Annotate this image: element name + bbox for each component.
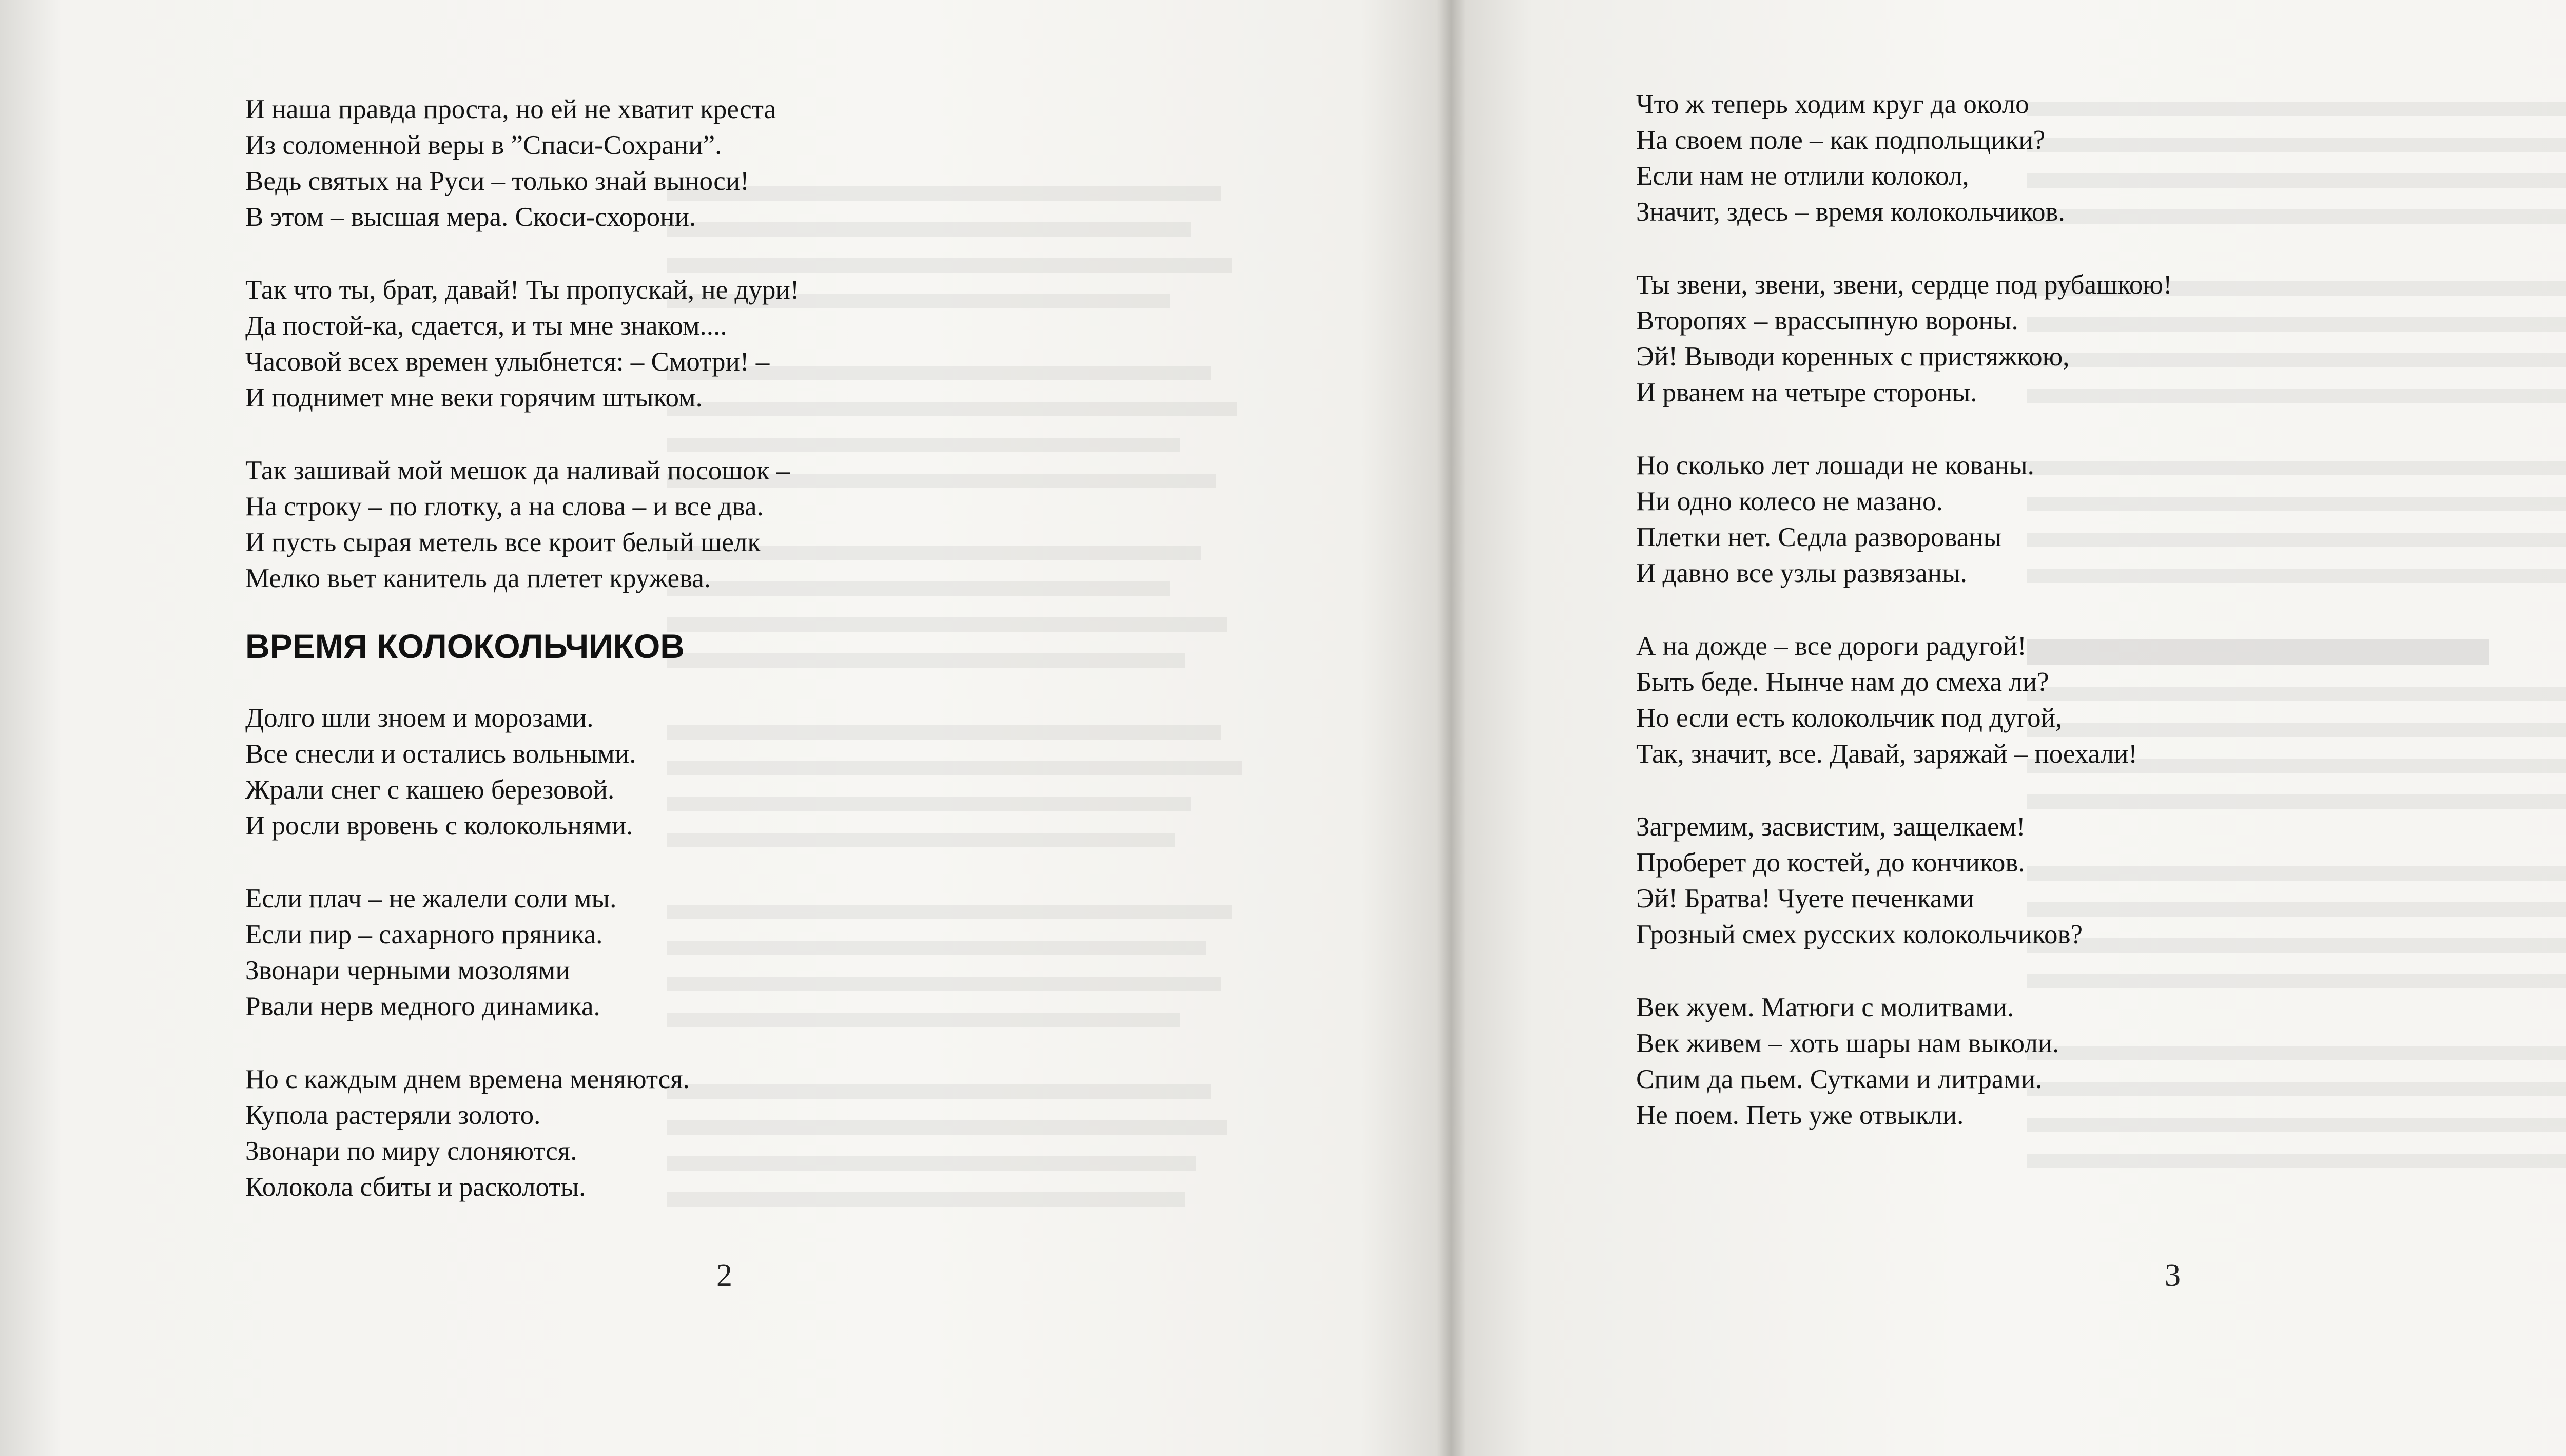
stanza [245, 881, 1066, 1024]
verse-line: Мелко вьет канитель да плетет кружева. [245, 564, 711, 593]
verse-line: Не поем. Петь уже отвыкли. [1636, 1100, 1964, 1130]
stanza [245, 1061, 1066, 1205]
verse-line: Если пир – сахарного пряника. [245, 920, 603, 949]
right-text-column [1636, 86, 2509, 1267]
stanza [1636, 448, 2509, 591]
stanza [245, 700, 1066, 844]
verse-line: Что ж теперь ходим круг да около [1636, 89, 2029, 119]
verse-line: Так зашивай мой мешок да наливай посошок – [245, 456, 790, 486]
book-gutter [1437, 0, 1466, 1456]
verse-line: И поднимет мне веки горячим штыком. [245, 383, 703, 413]
verse-line: Но если есть колокольчик под дугой, [1636, 703, 2063, 733]
verse-line: Плетки нет. Седла разворованы [1636, 522, 2002, 552]
right-page [1451, 0, 2566, 1456]
verse-line: И пусть сырая метель все кроит белый шелк [245, 528, 761, 557]
verse-line: Грозный смех русских колокольчиков? [1636, 920, 2083, 949]
left-stanzas-bottom [245, 700, 1066, 1205]
song-heading: ВРЕМЯ КОЛОКОЛЬЧИКОВ [245, 627, 685, 665]
verse-line: Быть беде. Нынче нам до смеха ли? [1636, 667, 2049, 697]
verse-line: Век живем – хоть шары нам выколи. [1636, 1028, 2059, 1058]
verse-line: Спим да пьем. Сутками и литрами. [1636, 1064, 2043, 1094]
verse-line: Долго шли зноем и морозами. [245, 703, 594, 733]
verse-line: Звонари черными мозолями [245, 956, 570, 985]
verse-line: Проберет до костей, до кончиков. [1636, 848, 2025, 878]
left-stanzas-top [245, 91, 1066, 596]
verse-line: Часовой всех времен улыбнется: – Смотри! – [245, 347, 770, 377]
stanza [245, 91, 1066, 235]
page-number-left: 2 [716, 1258, 732, 1293]
verse-line: Звонари по миру слоняются. [245, 1136, 577, 1166]
verse-line: Все снесли и остались вольными. [245, 739, 636, 769]
verse-line: Век жуем. Матюги с молитвами. [1636, 993, 2014, 1022]
verse-line: Так что ты, брат, давай! Ты пропускай, не дури! [245, 275, 800, 305]
verse-line: Если нам не отлили колокол, [1636, 161, 1969, 191]
verse-line: В этом – высшая мера. Скоси-схорони. [245, 202, 696, 232]
stanza [245, 272, 1066, 416]
verse-line: Значит, здесь – время колокольчиков. [1636, 197, 2065, 227]
verse-line: Если плач – не жалели соли мы. [245, 884, 617, 914]
verse-line: Рвали нерв медного динамика. [245, 992, 600, 1021]
stanza [1636, 267, 2509, 411]
verse-line: И давно все узлы развязаны. [1636, 558, 1967, 588]
verse-line: На своем поле – как подпольщики? [1636, 125, 2046, 155]
stanza [245, 453, 1066, 596]
verse-line: Но с каждым днем времена меняются. [245, 1064, 690, 1094]
verse-line: Колокола сбиты и расколоты. [245, 1172, 586, 1202]
verse-line: Так, значит, все. Давай, заряжай – поехали! [1636, 739, 2137, 769]
verse-line: И наша правда проста, но ей не хватит креста [245, 94, 776, 124]
page-number-right: 3 [2165, 1258, 2181, 1293]
verse-line: Ты звени, звени, звени, сердце под рубашкою! [1636, 270, 2172, 300]
verse-line: На строку – по глотку, а на слова – и все два. [245, 492, 764, 521]
stanza [1636, 809, 2509, 953]
verse-line: Из соломенной веры в ”Спаси-Сохрани”. [245, 130, 722, 160]
verse-line: Да постой-ка, сдается, и ты мне знаком.... [245, 311, 727, 341]
verse-line: Купола растеряли золото. [245, 1100, 541, 1130]
verse-line: Загремим, засвистим, защелкаем! [1636, 812, 2026, 842]
verse-line: А на дожде – все дороги радугой! [1636, 631, 2027, 661]
verse-line: Но сколько лет лошади не кованы. [1636, 451, 2034, 480]
left-text-column [245, 91, 1066, 1272]
verse-line: Жрали снег с кашею березовой. [245, 775, 615, 805]
verse-line: Второпях – врассыпную вороны. [1636, 306, 2018, 336]
verse-line: И росли вровень с колокольнями. [245, 811, 633, 841]
verse-line: Эй! Братва! Чуете печенками [1636, 884, 1974, 914]
stanza [1636, 989, 2509, 1133]
verse-line: Ведь святых на Руси – только знай выноси! [245, 166, 749, 196]
verse-line: И рванем на четыре стороны. [1636, 378, 1977, 407]
right-stanzas [1636, 86, 2509, 1133]
stanza [1636, 86, 2509, 230]
verse-line: Эй! Выводи коренных с пристяжкою, [1636, 342, 2070, 372]
verse-line: Ни одно колесо не мазано. [1636, 487, 1943, 516]
stanza [1636, 628, 2509, 772]
